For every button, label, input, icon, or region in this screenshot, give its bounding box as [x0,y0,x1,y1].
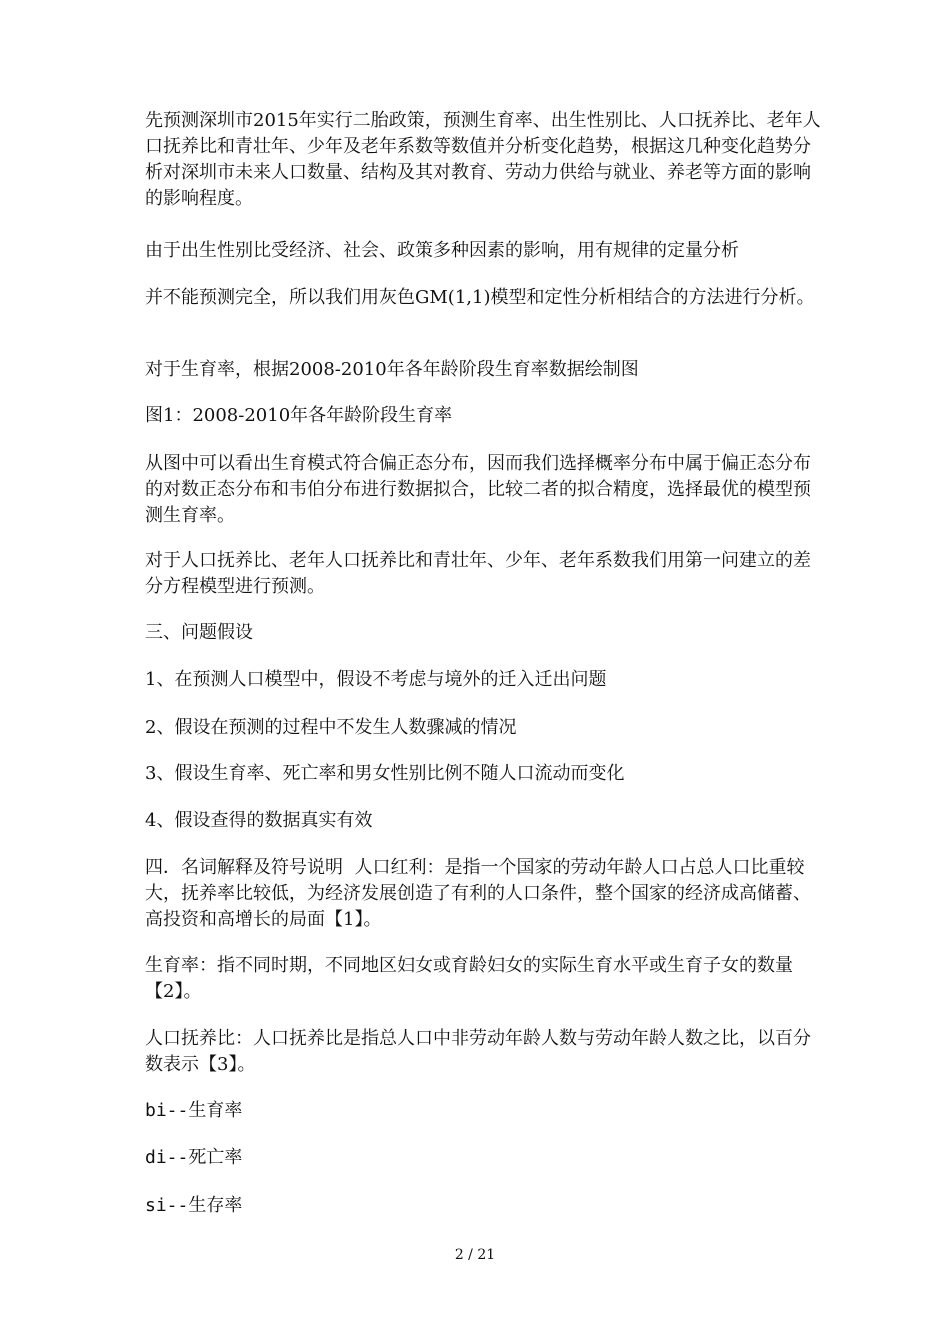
page-number: 2 / 21 [454,1247,496,1263]
section-heading-assumptions: 三、问题假设 [145,622,253,643]
paragraph-dependency: 对于人口抚养比、老年人口抚养比和青壮年、少年、老年系数我们用第一问建立的差分方程模型进行预测。 [145,550,811,597]
section-heading-definitions: 四．名词解释及符号说明 人口红利：是指一个国家的劳动年龄人口占总人口比重较大，抚养率比较低，为经济发展创造了有利的人口条件，整个国家的经济成高储蓄、高投资和高增长的局面【1】。 [145,857,811,930]
paragraph-gm-model: 并不能预测完全，所以我们用灰色GM(1,1)模型和定性分析相结合的方法进行分析。 [145,287,815,308]
paragraph-fertility-data: 对于生育率，根据2008-2010年各年龄阶段生育率数据绘制图 [145,359,639,380]
symbol-bi: bi--生育率 [145,1100,243,1121]
paragraph-distribution: 从图中可以看出生育模式符合偏正态分布，因而我们选择概率分布中属于偏正态分布的对数正态分布和韦伯分布进行数据拟合，比较二者的拟合精度，选择最优的模型预测生育率。 [145,453,811,526]
assumption-item-1: 1、在预测人口模型中，假设不考虑与境外的迁入迁出问题 [145,669,607,690]
symbol-si: si--生存率 [145,1195,243,1216]
figure-caption: 图1：2008-2010年各年龄阶段生育率 [145,405,453,426]
assumption-item-4: 4、假设查得的数据真实有效 [145,810,373,831]
assumption-item-3: 3、假设生育率、死亡率和男女性别比例不随人口流动而变化 [145,763,625,784]
definition-fertility-rate: 生育率：指不同时期，不同地区妇女或育龄妇女的实际生育水平或生育子女的数量【2】。 [145,955,793,1002]
definition-dependency-ratio: 人口抚养比：人口抚养比是指总人口中非劳动年龄人数与劳动年龄人数之比，以百分数表示【3】。 [145,1028,811,1075]
paragraph-sex-ratio: 由于出生性别比受经济、社会、政策多种因素的影响，用有规律的定量分析 [145,240,739,261]
assumption-item-2: 2、假设在预测的过程中不发生人数骤减的情况 [145,717,517,738]
paragraph-intro: 先预测深圳市2015年实行二胎政策，预测生育率、出生性别比、人口抚养比、老年人口抚养比和青壮年、少年及老年系数等数值并分析变化趋势，根据这几种变化趋势分析对深圳市未来人口数量、结构及其对教育、劳动力供给与就业、养老等方面的影响的影响程度。 [145,110,821,209]
symbol-di: di--死亡率 [145,1147,243,1168]
